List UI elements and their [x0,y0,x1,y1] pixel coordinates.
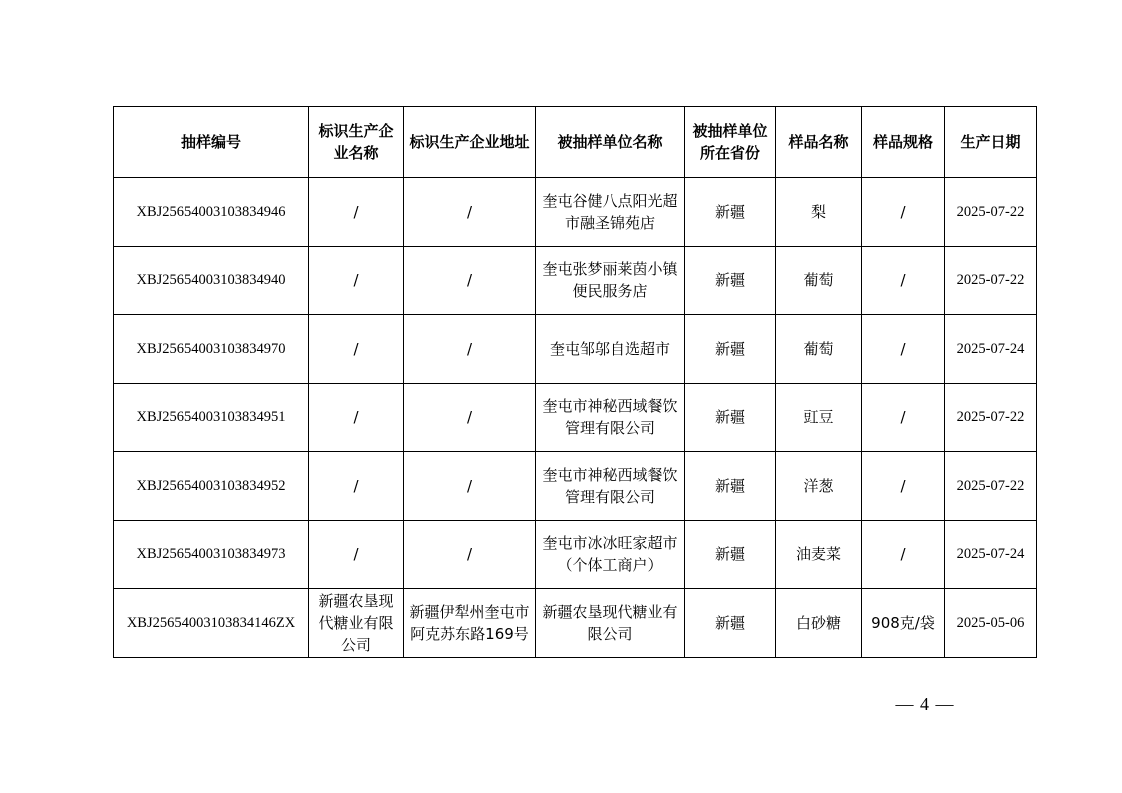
cell-province: 新疆 [685,178,776,247]
cell-manufacturer-address: 新疆伊犁州奎屯市阿克苏东路169号 [404,589,536,658]
table-row [114,315,1037,384]
cell-sample-spec: 908克/袋 [862,589,945,658]
cell-sample-number: XBJ25654003103834951 [114,383,309,452]
cell-manufacturer-name: / [309,520,404,589]
cell-province: 新疆 [685,520,776,589]
cell-production-date: 2025-05-06 [945,589,1037,658]
cell-sample-name: 豇豆 [776,383,862,452]
table-row [114,178,1037,247]
cell-sample-name: 洋葱 [776,452,862,521]
cell-sample-spec: / [862,452,945,521]
table-header-row [114,107,1037,178]
cell-manufacturer-name: / [309,383,404,452]
cell-production-date: 2025-07-24 [945,520,1037,589]
cell-sampled-unit-name: 新疆农垦现代糖业有限公司 [536,589,685,658]
cell-sample-number: XBJ25654003103834940 [114,246,309,315]
cell-province: 新疆 [685,589,776,658]
page-number: — 4 — [895,694,955,714]
cell-manufacturer-address: / [404,315,536,384]
cell-production-date: 2025-07-24 [945,315,1037,384]
cell-manufacturer-name: 新疆农垦现代糖业有限公司 [309,589,404,658]
table-row [114,520,1037,589]
cell-sample-number: XBJ25654003103834146ZX [114,589,309,658]
cell-sample-number: XBJ25654003103834946 [114,178,309,247]
cell-sample-spec: / [862,246,945,315]
cell-manufacturer-address: / [404,383,536,452]
cell-sampled-unit-name: 奎屯谷健八点阳光超市融圣锦苑店 [536,178,685,247]
cell-manufacturer-name: / [309,315,404,384]
header-production-date: 生产日期 [945,107,1037,178]
header-sampled-unit-name: 被抽样单位名称 [536,107,685,178]
cell-manufacturer-address: / [404,246,536,315]
cell-province: 新疆 [685,383,776,452]
header-sampled-unit-province: 被抽样单位所在省份 [685,107,776,178]
cell-manufacturer-name: / [309,246,404,315]
cell-province: 新疆 [685,315,776,384]
cell-manufacturer-name: / [309,452,404,521]
cell-manufacturer-address: / [404,520,536,589]
cell-sample-number: XBJ25654003103834970 [114,315,309,384]
cell-manufacturer-address: / [404,178,536,247]
cell-sample-name: 梨 [776,178,862,247]
cell-manufacturer-name: / [309,178,404,247]
cell-sample-name: 白砂糖 [776,589,862,658]
header-sample-name: 样品名称 [776,107,862,178]
cell-sample-spec: / [862,178,945,247]
cell-sampled-unit-name: 奎屯市神秘西域餐饮管理有限公司 [536,452,685,521]
cell-production-date: 2025-07-22 [945,178,1037,247]
cell-sample-name: 葡萄 [776,315,862,384]
cell-sample-name: 油麦菜 [776,520,862,589]
cell-sampled-unit-name: 奎屯市冰冰旺家超市（个体工商户） [536,520,685,589]
cell-manufacturer-address: / [404,452,536,521]
cell-sample-number: XBJ25654003103834952 [114,452,309,521]
header-sample-spec: 样品规格 [862,107,945,178]
table-row [114,246,1037,315]
cell-sampled-unit-name: 奎屯张梦丽莱茵小镇便民服务店 [536,246,685,315]
table-row [114,589,1037,658]
sampling-results-table [113,106,1037,658]
cell-production-date: 2025-07-22 [945,246,1037,315]
cell-sample-number: XBJ25654003103834973 [114,520,309,589]
cell-province: 新疆 [685,246,776,315]
cell-sampled-unit-name: 奎屯邹邬自选超市 [536,315,685,384]
header-manufacturer-name: 标识生产企业名称 [309,107,404,178]
header-sample-number: 抽样编号 [114,107,309,178]
cell-production-date: 2025-07-22 [945,452,1037,521]
table-row [114,452,1037,521]
cell-sample-spec: / [862,520,945,589]
cell-production-date: 2025-07-22 [945,383,1037,452]
cell-sample-spec: / [862,315,945,384]
cell-sample-name: 葡萄 [776,246,862,315]
header-manufacturer-address: 标识生产企业地址 [404,107,536,178]
cell-sample-spec: / [862,383,945,452]
cell-province: 新疆 [685,452,776,521]
table-row [114,383,1037,452]
cell-sampled-unit-name: 奎屯市神秘西域餐饮管理有限公司 [536,383,685,452]
